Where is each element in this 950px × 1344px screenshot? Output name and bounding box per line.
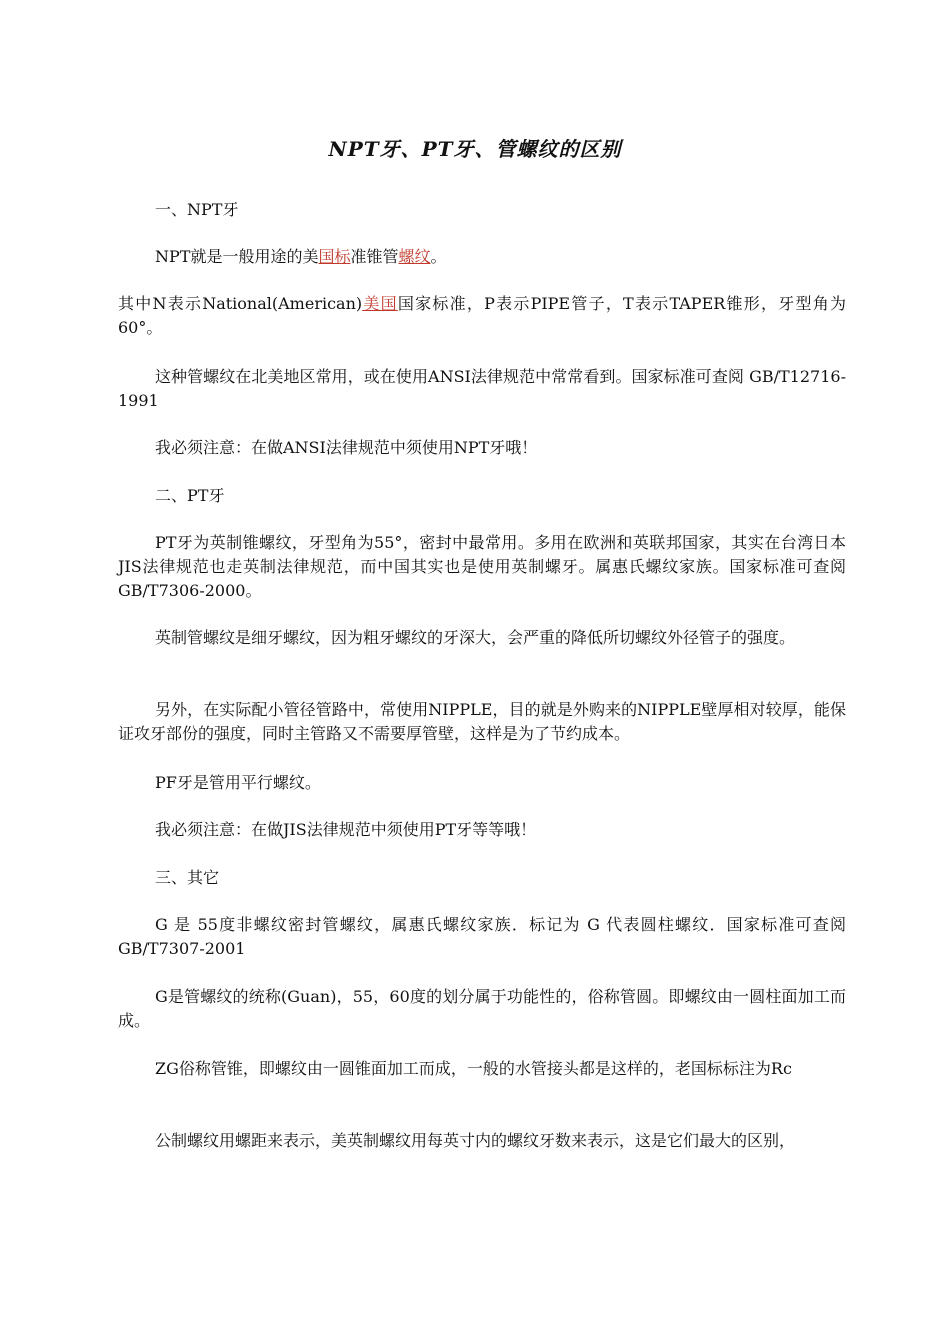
section-heading-other: 三、其它 (155, 868, 220, 887)
other-paragraph-3: ZG俗称管锥，即螺纹由一圆锥面加工而成，一般的水管接头都是这样的，老国标标注为Rc (155, 1059, 792, 1078)
guobiao-link[interactable]: 国标 (318, 247, 351, 266)
npt-paragraph-2 (118, 292, 846, 340)
pt-paragraph-3: 另外，在实际配小管径管路中，常使用NIPPLE，目的就是外购来的NIPPLE壁厚相对较厚，能保证攻牙部份的强度，同时主管路又不需要厚管壁，这样是为了节约成本。 (118, 700, 846, 743)
pt-paragraph-2: 英制管螺纹是细牙螺纹，因为粗牙螺纹的牙深大，会严重的降低所切螺纹外径管子的强度。 (155, 628, 796, 647)
other-paragraph-2: G是管螺纹的统称(Guan)，55，60度的划分属于功能性的，俗称管圆。即螺纹由一圆柱面加工而成。 (118, 987, 846, 1030)
other-paragraph-1: G 是 55度非螺纹密封管螺纹，属惠氏螺纹家族．标记为 G 代表圆柱螺纹．国家标准可查阅 GB/T7307-2001 (118, 915, 846, 958)
npt-p1-text-after: 。 (430, 247, 447, 266)
pt-paragraph-5: 我必须注意：在做JIS法律规范中须使用PT牙等等哦！ (155, 820, 537, 839)
npt-paragraph-4: 我必须注意：在做ANSI法律规范中须使用NPT牙哦！ (155, 438, 538, 457)
other-paragraph-4: 公制螺纹用螺距来表示，美英制螺纹用每英寸内的螺纹牙数来表示，这是它们最大的区别， (155, 1131, 796, 1150)
npt-paragraph-3: 这种管螺纹在北美地区常用，或在使用ANSI法律规范中常常看到。国家标准可查阅 GB/T12716-1991 (118, 367, 846, 410)
section-heading-pt: 二、PT牙 (155, 486, 225, 505)
document-title: NPT牙、PT牙、管螺纹的区别 (328, 137, 622, 161)
pt-paragraph-4: PF牙是管用平行螺纹。 (155, 773, 321, 792)
npt-p1-text-mid: 准锥管 (350, 247, 399, 266)
meiguo-link[interactable]: 美国 (362, 294, 398, 313)
luowen-link[interactable]: 螺纹 (398, 247, 431, 266)
npt-paragraph-1 (118, 245, 846, 269)
npt-p1-text-before: NPT就是一般用途的美 (155, 247, 319, 266)
npt-p2-text-before: 其中N表示National(American) (118, 294, 363, 313)
pt-paragraph-1: PT牙为英制锥螺纹，牙型角为55°，密封中最常用。多用在欧洲和英联邦国家，其实在台湾日本JIS法律规范也走英制法律规范，而中国其实也是使用英制螺牙。属惠氏螺纹家族。国家标准可查阅GB/T7306-2000。 (118, 533, 846, 600)
npt-p2-text-after: 国家标准，P表示PIPE管子，T表示TAPER锥形，牙型角为60°。 (118, 294, 846, 337)
section-heading-npt: 一、NPT牙 (155, 200, 239, 219)
